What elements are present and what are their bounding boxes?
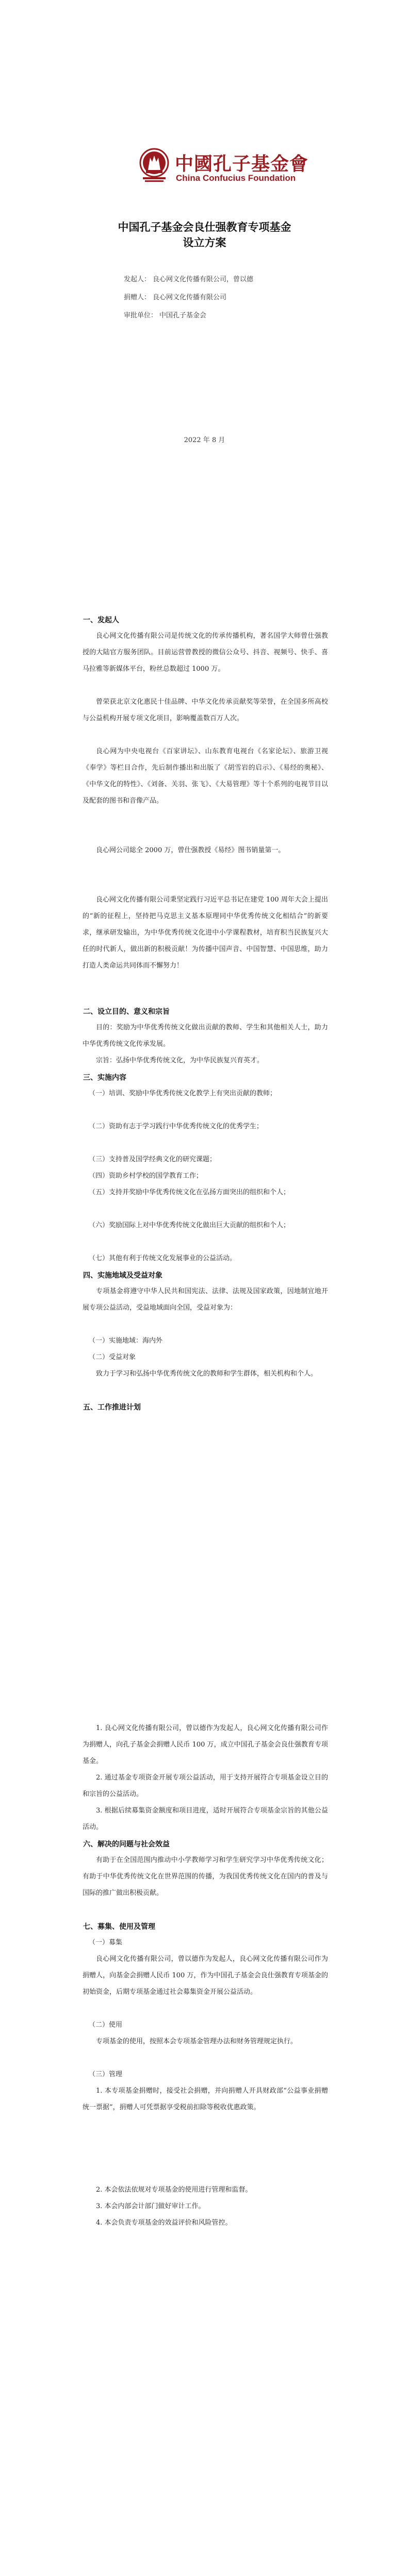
document-title: 中国孔子基金会良仕强教育专项基金 — [118, 221, 291, 233]
donor-line — [124, 293, 228, 303]
paragraph: 专项基金的使用，按照本会专项基金管理办法和财务管理规定执行。 — [96, 2038, 298, 2045]
list-item: （五）支持并奖励中华优秀传统文化在弘扬方面突出的组织和个人； — [89, 1189, 290, 1196]
paragraph: 曾荣获北京文化惠民十佳品牌、中华文化传承贡献奖等荣誉，在全国多所高校与公益机构开展专项文化项目，影响覆盖数百万人次。 — [83, 698, 328, 722]
donor-value: 良心网文化传播有限公司 — [153, 294, 227, 301]
section-heading-plan: 五、工作推进计划 — [83, 1403, 141, 1412]
list-item: （三）支持普及国学经典文化的研究课题； — [89, 1156, 217, 1163]
paragraph: 3. 根据后续募集资金额度和项目进度，适时开展符合专项基金宗旨的其他公益活动。 — [83, 1807, 328, 1831]
paragraph: 致力于学习和弘扬中华优秀传统文化的教师和学生群体，相关机构和个人。 — [96, 1370, 318, 1378]
section-heading-initiator: 一、发起人 — [83, 616, 119, 624]
initiator-label: 发起人： — [124, 276, 151, 283]
section-heading-impact: 六、解决的问题与社会效益 — [83, 1840, 170, 1849]
document-date: 2022 年 8 月 — [184, 436, 225, 444]
paragraph: 专项基金将遵守中华人民共和国宪法、法律、法规及国家政策，因地制宜地开展专项公益活动，受益地域面向全国，受益对象为： — [83, 1287, 328, 1312]
list-item: （二）受益对象 — [89, 1353, 136, 1361]
subheading: （三）管理 — [89, 2071, 123, 2078]
section-heading-content: 三、实施内容 — [83, 1074, 126, 1082]
document-subtitle: 设立方案 — [183, 236, 226, 249]
logo-chinese-name: 中國孔子基金會 — [175, 153, 309, 175]
section-heading-purpose: 二、设立目的、意义和宗旨 — [83, 1008, 170, 1016]
paragraph: 良心网为中央电视台《百家讲坛》、山东教育电视台《名家论坛》、旅游卫视《奉学》等栏目合作，先后制作播出和出版了《胡雪岩的启示》、《易经的奥秘》、《中华文化的特性》、《刘备、关羽、张飞》、《大易管理》等十个系列的电视节目以及配套的图书和音像产品。 — [83, 748, 328, 805]
list-item: （四）资助乡村学校的国学教育工作； — [89, 1172, 203, 1180]
section-heading-scope: 四、实施地域及受益对象 — [83, 1272, 162, 1280]
paragraph: 目的：奖励为中华优秀传统文化做出贡献的教师、学生和其他相关人士，助力中华优秀传统文化传承发展。 — [83, 1024, 328, 1048]
initiator-line — [124, 275, 255, 285]
paragraph: 宗旨：弘扬中华优秀传统文化，为中华民族复兴育英才。 — [96, 1057, 264, 1064]
paragraph: 4. 本会负责专项基金的效益评价和风险管控。 — [96, 2219, 232, 2227]
paragraph: 1. 良心网文化传播有限公司，曾以德作为发起人，良心网文化传播有限公司作为捐赠人，向孔子基金会捐赠人民币 100 万，成立中国孔子基金会良仕强教育专项基金。 — [83, 1724, 328, 1765]
subheading: （二）使用 — [89, 2021, 123, 2029]
list-item: （七）其他有利于传统文化发展事业的公益活动。 — [89, 1255, 237, 1262]
paragraph: 2. 通过基金专项资金开展专项公益活动，用于支持开展符合专项基金设立目的和宗旨的公益活动。 — [83, 1774, 328, 1798]
paragraph: 3. 本会内部会计部门做好审计工作。 — [96, 2202, 205, 2210]
paragraph: 1. 本专项基金捐赠时，接受社会捐赠，并向捐赠人开具财政部“公益事业捐赠统一票据”，捐赠人可凭票据享受税前扣除等税收优惠政策。 — [83, 2087, 328, 2111]
donor-label: 捐赠人： — [124, 294, 151, 301]
paragraph: 有助于在全国范围内推动中小学教师学习和学生研究学习中华优秀传统文化；有助于中华优秀传统文化在世界范围的传播，为我国优秀传统文化在国内的普及与国际的推广做出积极贡献。 — [83, 1856, 328, 1897]
logo-english-name: China Confucius Foundation — [176, 173, 296, 183]
approver-value: 中国孔子基金会 — [159, 312, 207, 319]
initiator-value: 良心网文化传播有限公司，曾以德 — [153, 276, 254, 283]
list-item: （一）实施地域：海内外 — [89, 1337, 163, 1345]
subheading: （一）募集 — [89, 1939, 123, 1946]
paragraph: 良心网公司総全 2000 万，曾仕强教授《易经》图书销量第一。 — [96, 846, 285, 854]
list-item: （二）资助有志于学习践行中华优秀传统文化的优秀学生； — [89, 1123, 264, 1130]
list-item: （一）培训、奖励中华优秀传统文化教学上有突出贡献的教师； — [89, 1090, 277, 1097]
section-heading-management: 七、募集、使用及管理 — [83, 1923, 155, 1931]
paragraph: 良心网文化传播有限公司，曾以德作为发起人，良心网文化传播有限公司作为捐赠人，向基金会捐赠人民币 100 万，作为中国孔子基金会良仕强教育专项基金的初始资金，后期专项基金通过社会募集资金开展公益活动。 — [83, 1955, 329, 1996]
paragraph: 2. 本会依法依规对专项基金的使用进行管理和监督。 — [96, 2186, 252, 2194]
paragraph: 良心网文化传播有限公司是传统文化的传承传播机构，著名国学大师曾仕强教授的大陆官方服务团队。目前运营曾教授的微信公众号、抖音、视频号、快手、喜马拉雅等新媒体平台，粉丝总数超过 1000 万。 — [83, 632, 328, 673]
foundation-logo — [137, 147, 309, 189]
list-item: （六）奖励国际上对中华优秀传统文化做出巨大贡献的组织和个人； — [89, 1222, 290, 1229]
approver-label: 审批单位： — [124, 312, 158, 319]
approver-line — [124, 311, 208, 321]
paragraph: 良心网文化传播有限公司秉坚定践行习近平总书记在建党 100 周年大会上提出的“新的征程上，坚持把马克思主义基本原理同中华优秀传统文化相结合”的新要求，继承研发输出，为中华优秀传统文化进中小学课程教材，培育积当民族复兴大任的时代新人，做出新的积极贡献！为传播中国声音、中国智慧、中国思维，助力打造人类命运共同体而不懈努力！ — [83, 896, 328, 970]
foundation-seal-icon — [137, 147, 172, 183]
